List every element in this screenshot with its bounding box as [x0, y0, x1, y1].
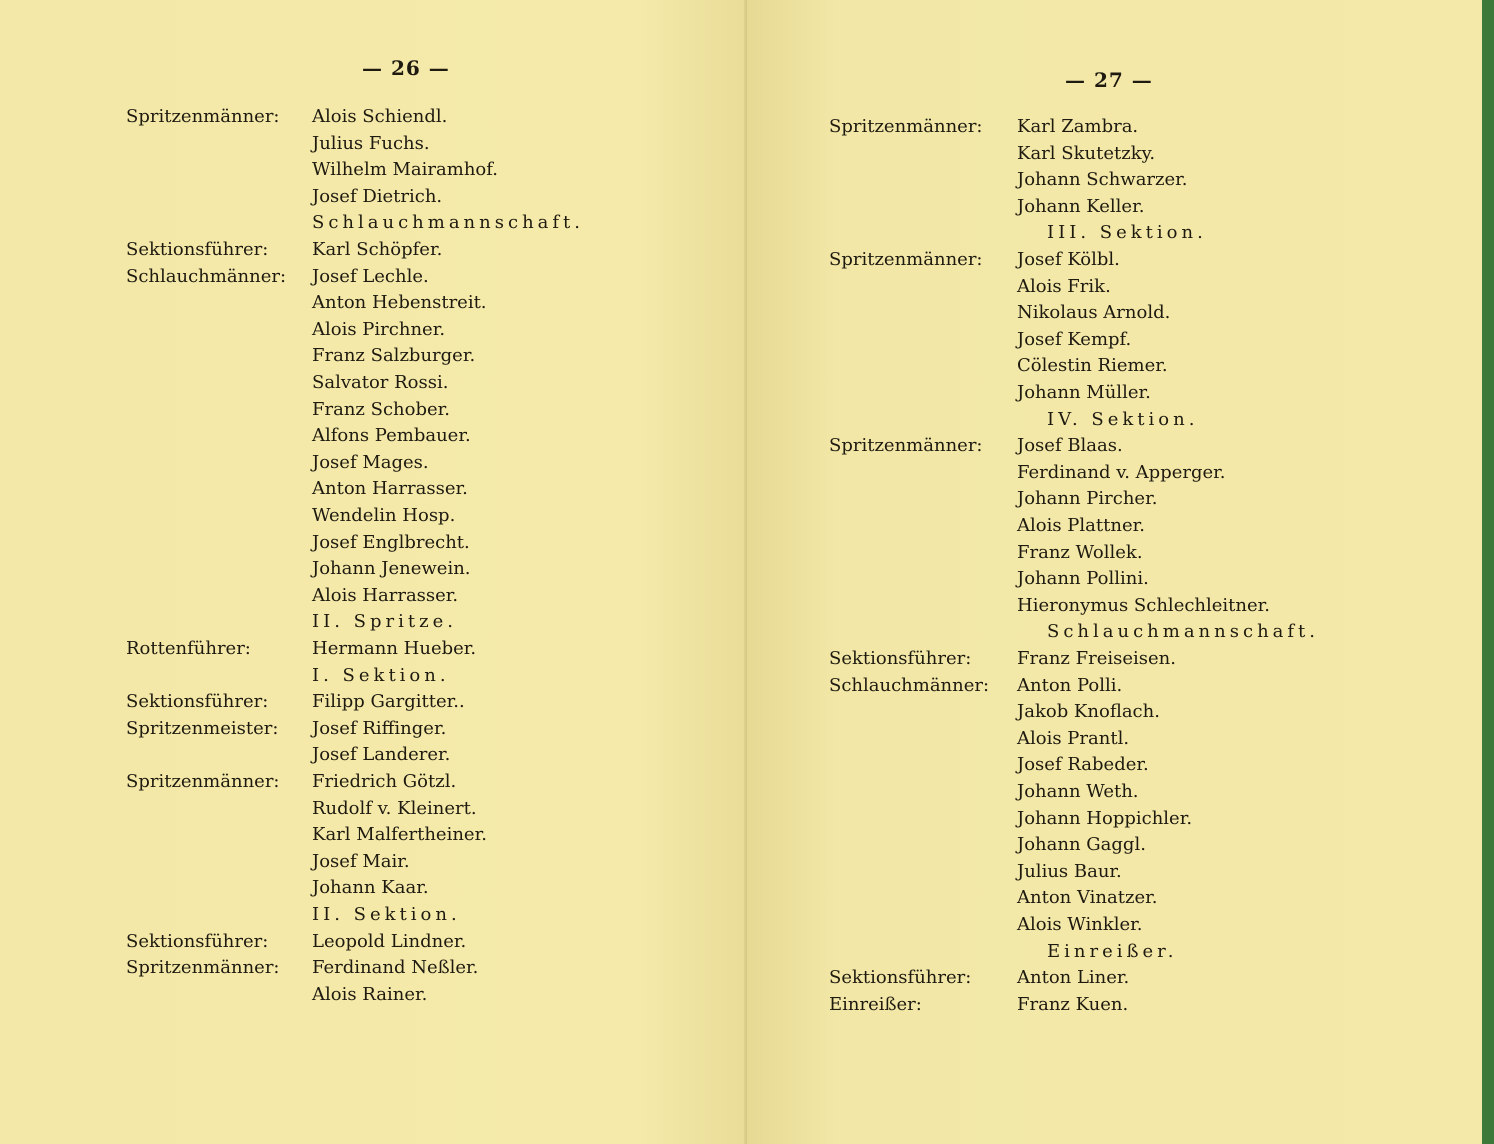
role-label: Spritzenmänner: — [829, 116, 983, 137]
member-name: Johann Müller. — [1017, 382, 1151, 403]
page-number: — 27 — — [1065, 68, 1153, 92]
member-name: Leopold Lindner. — [312, 930, 467, 952]
section-heading: Schlauchmannschaft. — [312, 212, 585, 234]
member-name: Ferdinand v. Apperger. — [1017, 461, 1226, 483]
member-name: Cölestin Riemer. — [1017, 355, 1168, 377]
role-label: Spritzenmänner: — [126, 957, 280, 979]
member-name: Julius Baur. — [1017, 860, 1122, 882]
member-name: Josef Rabeder. — [1017, 754, 1149, 776]
role-label: Sektionsführer: — [829, 967, 972, 989]
member-name: Alois Rainer. — [312, 983, 428, 1005]
member-name: Anton Liner. — [1017, 967, 1130, 989]
role-label: Spritzenmänner: — [829, 249, 983, 270]
page-edge-tab — [1482, 0, 1494, 1144]
member-name: Jakob Knoflach. — [1017, 701, 1160, 723]
member-name: Franz Salzburger. — [312, 345, 476, 367]
section-heading: Einreißer. — [1047, 940, 1178, 962]
member-name: Karl Malfertheiner. — [312, 824, 487, 846]
member-name: Wendelin Hosp. — [312, 505, 456, 526]
member-name: Alois Schiendl. — [312, 106, 448, 127]
section-heading: III. Sektion. — [1047, 222, 1207, 244]
right-page — [747, 0, 1494, 1144]
section-heading: IV. Sektion. — [1047, 408, 1199, 430]
member-name: Alois Plattner. — [1017, 515, 1145, 536]
member-name: Filipp Gargitter.. — [312, 691, 465, 713]
member-name: Josef Mages. — [312, 451, 429, 473]
member-name: Johann Kaar. — [312, 877, 429, 899]
member-name: Rudolf v. Kleinert. — [312, 797, 477, 819]
member-name: Josef Riffinger. — [312, 717, 447, 739]
role-label: Schlauchmänner: — [829, 674, 990, 696]
member-name: Hieronymus Schlechleitner. — [1017, 594, 1271, 616]
member-name: Josef Dietrich. — [312, 185, 443, 207]
member-name: Salvator Rossi. — [312, 372, 449, 393]
role-label: Rottenführer: — [126, 638, 251, 659]
member-name: Johann Jenewein. — [312, 558, 471, 580]
role-label: Sektionsführer: — [126, 691, 269, 713]
member-name: Franz Kuen. — [1017, 993, 1129, 1015]
member-name: Alois Pirchner. — [312, 318, 446, 340]
role-label: Spritzenmänner: — [829, 435, 983, 457]
member-name: Josef Kempf. — [1017, 328, 1132, 350]
member-name: Anton Vinatzer. — [1017, 887, 1158, 909]
member-name: Anton Harrasser. — [312, 478, 468, 500]
member-name: Karl Skutetzky. — [1017, 142, 1156, 164]
member-name: Josef Blaas. — [1017, 435, 1123, 457]
role-label: Spritzenmeister: — [126, 717, 279, 739]
member-name: Franz Schober. — [312, 398, 450, 420]
member-name: Anton Polli. — [1017, 674, 1123, 696]
member-name: Wilhelm Mairamhof. — [312, 159, 498, 181]
member-name: Franz Freiseisen. — [1017, 648, 1176, 669]
member-name: Franz Wollek. — [1017, 541, 1143, 563]
member-name: Josef Lechle. — [312, 265, 429, 287]
member-name: Karl Zambra. — [1017, 116, 1139, 137]
member-name: Johann Schwarzer. — [1017, 169, 1188, 191]
role-label: Sektionsführer: — [126, 930, 269, 952]
member-name: Johann Keller. — [1017, 195, 1145, 217]
role-label: Spritzenmänner: — [126, 106, 280, 127]
role-label: Sektionsführer: — [126, 239, 269, 260]
member-name: Josef Landerer. — [312, 744, 451, 766]
member-name: Josef Englbrecht. — [312, 531, 470, 553]
role-label: Schlauchmänner: — [126, 265, 287, 287]
member-name: Alois Winkler. — [1017, 914, 1143, 935]
member-name: Nikolaus Arnold. — [1017, 302, 1171, 324]
member-name: Johann Weth. — [1017, 781, 1139, 802]
role-label: Einreißer: — [829, 993, 922, 1015]
member-name: Alfons Pembauer. — [312, 425, 471, 447]
member-name: Karl Schöpfer. — [312, 239, 443, 260]
section-heading: I. Sektion. — [312, 664, 450, 686]
section-heading: II. Spritze. — [312, 611, 457, 633]
member-name: Anton Hebenstreit. — [312, 292, 487, 314]
page-number: — 26 — — [362, 56, 450, 80]
member-name: Josef Kölbl. — [1017, 249, 1120, 270]
member-name: Josef Mair. — [312, 850, 410, 872]
member-name: Alois Frik. — [1017, 275, 1111, 297]
member-name: Johann Hoppichler. — [1017, 807, 1193, 829]
member-name: Johann Gaggl. — [1017, 834, 1146, 856]
member-name: Friedrich Götzl. — [312, 771, 457, 792]
member-name: Julius Fuchs. — [312, 132, 430, 154]
member-name: Alois Prantl. — [1017, 727, 1130, 749]
section-heading: Schlauchmannschaft. — [1047, 621, 1320, 643]
member-name: Johann Pollini. — [1017, 568, 1149, 590]
member-name: Hermann Hueber. — [312, 638, 477, 659]
member-name: Ferdinand Neßler. — [312, 957, 479, 979]
role-label: Sektionsführer: — [829, 648, 972, 669]
section-heading: II. Sektion. — [312, 904, 461, 925]
member-name: Alois Harrasser. — [312, 584, 459, 606]
role-label: Spritzenmänner: — [126, 771, 280, 792]
member-name: Johann Pircher. — [1017, 488, 1158, 510]
